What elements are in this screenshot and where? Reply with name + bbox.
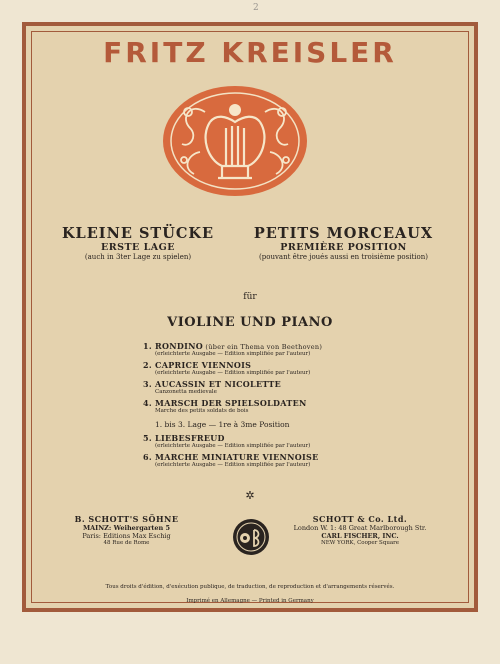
work-subtitle: Canzonetta medievale (155, 389, 217, 395)
work-item (143, 379, 433, 396)
work-subtitle: (erleichterte Ausgabe — Edition simplifiée par l'auteur) (155, 351, 311, 357)
publisher-mark-icon (232, 518, 270, 556)
pencil-mark: 2 (253, 3, 259, 13)
work-number: 4. (143, 398, 152, 408)
work-item (143, 341, 433, 358)
publisher-left (44, 514, 209, 546)
publisher-ny: CARL FISCHER, INC. (321, 532, 399, 540)
work-number: 5. (143, 433, 152, 443)
work-subtitle: (erleichterte Ausgabe — Edition simplifiée par l'auteur) (155, 462, 311, 468)
composer-name: FRITZ KREISLER (103, 36, 397, 69)
work-title (143, 341, 433, 351)
work-extra: (über ein Thema von Beethoven) (203, 343, 323, 351)
work-subtitle: (erleichterte Ausgabe — Edition simplifiée par l'auteur) (155, 443, 311, 449)
publisher-name: B. SCHOTT'S SÖHNE (74, 514, 179, 524)
publisher-right-name: SCHOTT & Co. Ltd. (312, 514, 408, 524)
star-ornament-icon: ✲ (245, 489, 255, 502)
work-subtitle: Marche des petits soldats de bois (155, 408, 249, 414)
works-list (143, 341, 433, 471)
publisher-right (274, 514, 446, 546)
fuer-label: für (243, 292, 257, 302)
work-title (143, 379, 433, 389)
imprint-notice: Imprimé en Allemagne — Printed in Germany (186, 598, 314, 604)
work-subtitle: (erleichterte Ausgabe — Edition simplifiée par l'auteur) (155, 370, 311, 376)
work-name: LIEBESFREUD (155, 433, 225, 443)
work-name: AUCASSIN ET NICOLETTE (155, 379, 281, 389)
work-title (143, 360, 433, 370)
work-name: MARSCH DER SPIELSOLDATEN (155, 398, 307, 408)
french-title: PETITS MORCEAUX (253, 225, 434, 242)
work-title (143, 398, 433, 408)
work-item (143, 452, 433, 469)
work-title (143, 452, 433, 462)
work-title (143, 433, 433, 443)
work-item (143, 433, 433, 450)
work-name: MARCHE MINIATURE VIENNOISE (155, 452, 319, 462)
german-note: (auch in 3ter Lage zu spielen) (84, 253, 192, 261)
work-number: 3. (143, 379, 152, 389)
german-heading (38, 225, 238, 261)
instrumentation: VIOLINE UND PIANO (167, 315, 333, 330)
german-title: KLEINE STÜCKE (61, 225, 215, 242)
french-note: (pouvant être joués aussi en troisième position) (259, 253, 428, 261)
work-number: 1. (143, 341, 152, 351)
publisher-london: London W. 1: 48 Great Marlborough Str. (293, 524, 427, 532)
publisher-city: MAINZ: Weihergarten 5 (82, 524, 171, 532)
work-number: 6. (143, 452, 152, 462)
french-position: PREMIÈRE POSITION (280, 242, 407, 253)
position-note: 1. bis 3. Lage — 1re à 3me Position (155, 420, 290, 429)
publisher-ny-address: NEW YORK, Cooper Square (320, 540, 400, 546)
german-position: ERSTE LAGE (100, 242, 176, 253)
french-heading (236, 225, 451, 261)
publisher-paris: Paris: Editions Max Eschig (82, 532, 171, 540)
rights-notice: Tous droits d'édition, d'exécution publique, de traduction, de reproduction et d'arrangements réservés. (105, 584, 395, 590)
work-name: RONDINO (155, 341, 204, 351)
lyre-emblem-icon (160, 82, 310, 200)
work-number: 2. (143, 360, 152, 370)
publisher-paris-address: 48 Rue de Rome (103, 540, 150, 546)
work-item (143, 360, 433, 377)
work-item (143, 398, 433, 415)
work-name: CAPRICE VIENNOIS (155, 360, 252, 370)
